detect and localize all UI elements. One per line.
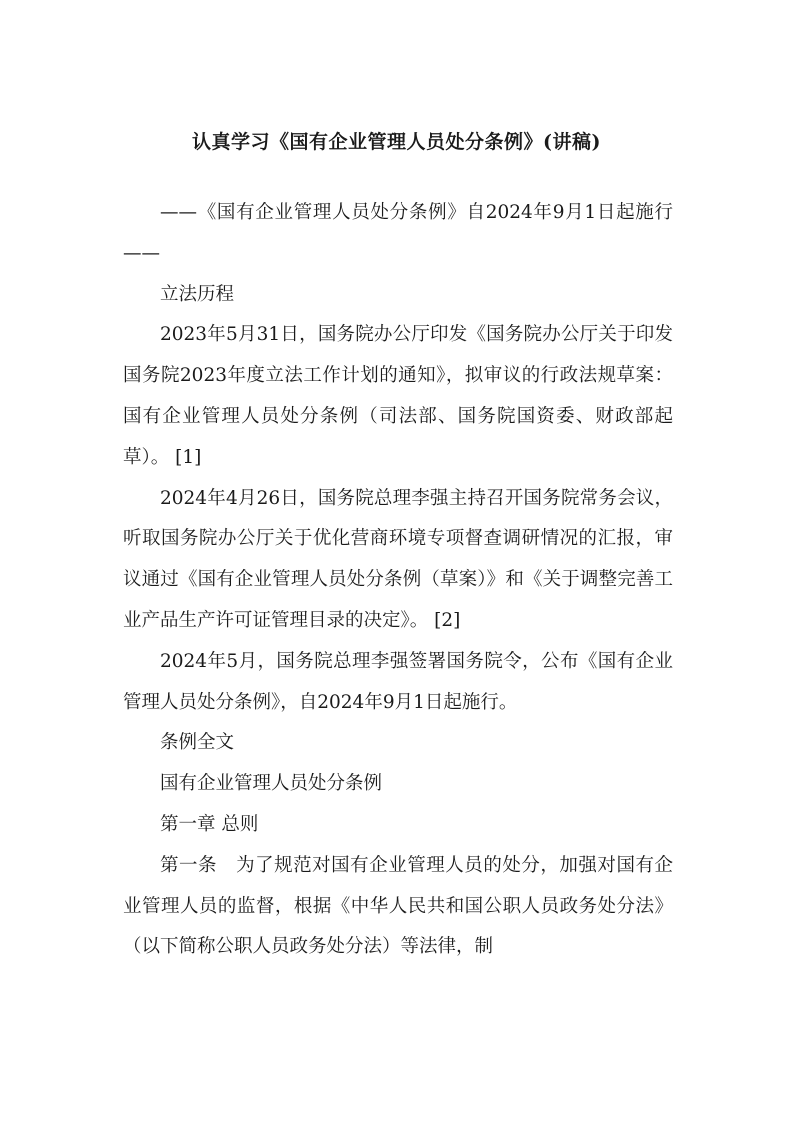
document-title: 认真学习《国有企业管理人员处分条例》(讲稿) xyxy=(192,131,601,153)
section-heading-legislative-history: 立法历程 xyxy=(160,283,235,305)
paragraph-2024-april-meeting: 2024年4月26日，国务院总理李强主持召开国务院常务会议，听取国务院办公厅关于优化营商环境专项督查调研情况的汇报，审议通过《国有企业管理人员处分条例（草案）》和《关于调整完善工业产品生产许可证管理目录的决定》。 [2] xyxy=(123,487,673,631)
section-heading-full-text: 条例全文 xyxy=(160,732,235,754)
article-one: 第一条 为了规范对国有企业管理人员的处分，加强对国有企业管理人员的监督，根据《中华人民共和国公职人员政务处分法》（以下简称公职人员政务处分法）等法律，制 xyxy=(123,854,673,958)
document-body xyxy=(123,193,673,968)
chapter-heading: 第一章 总则 xyxy=(160,813,259,835)
regulation-name: 国有企业管理人员处分条例 xyxy=(160,773,383,795)
subtitle-paragraph: ——《国有企业管理人员处分条例》自2024年9月1日起施行—— xyxy=(123,202,673,264)
paragraph-2023-plan: 2023年5月31日，国务院办公厅印发《国务院办公厅关于印发国务院2023年度立法工作计划的通知》，拟审议的行政法规草案：国有企业管理人员处分条例（司法部、国务院国资委、财政部起草）。 [1] xyxy=(123,324,673,468)
paragraph-2024-may-promulgation: 2024年5月，国务院总理李强签署国务院令，公布《国有企业管理人员处分条例》，自2024年9月1日起施行。 xyxy=(123,650,673,713)
